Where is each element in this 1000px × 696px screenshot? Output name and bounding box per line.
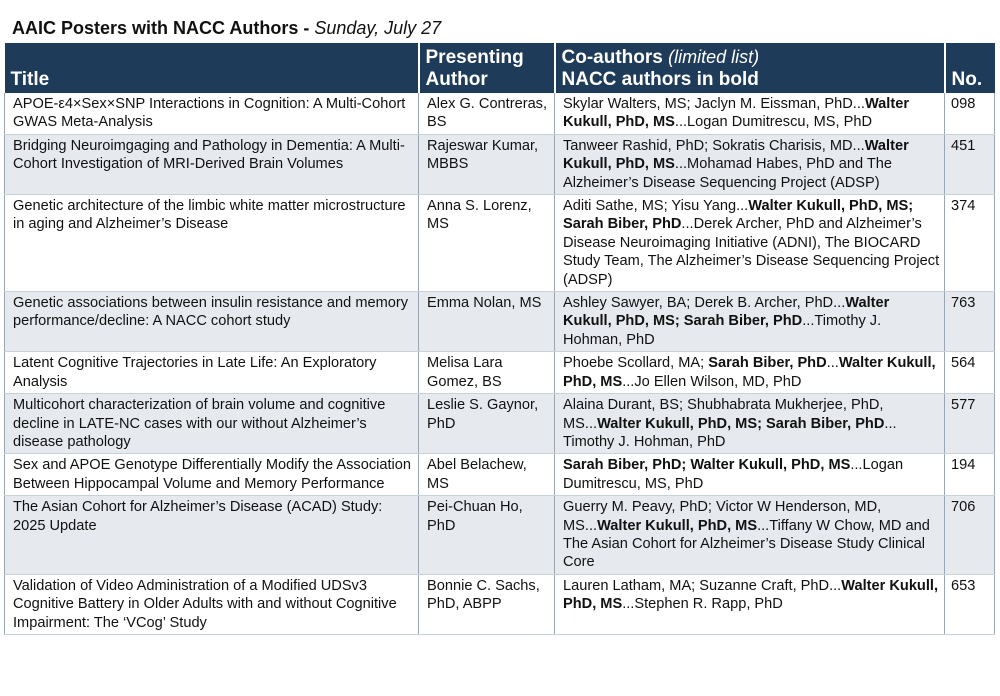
presenting-author: Abel Belachew, MS — [419, 454, 555, 496]
presenting-author: Alex G. Contreras, BS — [419, 93, 555, 134]
presenting-author: Emma Nolan, MS — [419, 292, 555, 352]
column-header-coauthors-note: (limited list) — [668, 47, 760, 67]
table-body — [5, 93, 995, 634]
nacc-author: Walter Kukull, PhD, MS — [563, 137, 909, 173]
co-authors — [555, 394, 945, 454]
presenting-author: Rajeswar Kumar, MBBS — [419, 134, 555, 194]
co-author-text: ...Timothy J. Hohman, PhD — [563, 313, 882, 348]
table-row — [5, 574, 995, 634]
co-authors — [555, 574, 945, 634]
table-row — [5, 394, 995, 454]
poster-number: 194 — [945, 454, 995, 496]
poster-title: Latent Cognitive Trajectories in Late Life: An Exploratory Analysis — [5, 352, 419, 394]
co-author-text: Alaina Durant, BS; Shubhabrata Mukherjee, PhD, MS... — [563, 397, 884, 432]
column-header-title-label: Title — [10, 69, 50, 90]
co-author-text: ...Stephen R. Rapp, PhD — [622, 596, 783, 613]
poster-title: Bridging Neuroimgaging and Pathology in Dementia: A Multi-Cohort Investigation of MRI-Derived Brain Volumes — [5, 134, 419, 194]
presenting-author: Pei-Chuan Ho, PhD — [419, 496, 555, 575]
poster-number: 763 — [945, 292, 995, 352]
co-author-text: ... Timothy J. Hohman, PhD — [563, 415, 897, 450]
table-row — [5, 195, 995, 292]
column-header-presenter-line1: Presenting — [425, 47, 524, 68]
table-row — [5, 93, 995, 134]
co-authors — [555, 134, 945, 194]
poster-number: 374 — [945, 195, 995, 292]
column-header-title — [5, 43, 419, 93]
column-header-coauthors-line1: Co-authors — [561, 47, 663, 68]
posters-table — [4, 43, 995, 635]
co-author-text: ...Mohamad Habes, PhD and The Alzheimer’s Disease Sequencing Project (ADSP) — [563, 156, 893, 191]
page-title-date: Sunday, July 27 — [314, 18, 442, 38]
column-header-presenter-line2: Author — [425, 69, 488, 90]
poster-title: APOE-ε4×Sex×SNP Interactions in Cognition: A Multi-Cohort GWAS Meta-Analysis — [5, 93, 419, 134]
co-author-text: Phoebe Scollard, MA; — [563, 355, 709, 372]
co-author-text: Tanweer Rashid, PhD; Sokratis Charisis, MD... — [563, 137, 865, 154]
nacc-author: Walter Kukull, PhD, MS; Sarah Biber, PhD — [563, 198, 914, 233]
poster-number: 451 — [945, 134, 995, 194]
column-header-number — [945, 43, 995, 93]
poster-number: 098 — [945, 93, 995, 134]
table-row — [5, 352, 995, 394]
column-header-presenter — [419, 43, 555, 93]
presenting-author: Leslie S. Gaynor, PhD — [419, 394, 555, 454]
co-author-text: ...Logan Dumitrescu, MS, PhD — [563, 457, 904, 492]
co-authors — [555, 454, 945, 496]
co-authors — [555, 93, 945, 134]
poster-title: Sex and APOE Genotype Differentially Modify the Association Between Hippocampal Volume and Memory Performance — [5, 454, 419, 496]
presenting-author: Anna S. Lorenz, MS — [419, 195, 555, 292]
table-header-row — [5, 43, 995, 93]
poster-title: Genetic associations between insulin resistance and memory performance/decline: A NACC cohort study — [5, 292, 419, 352]
poster-number: 564 — [945, 352, 995, 394]
poster-number: 653 — [945, 574, 995, 634]
poster-number: 577 — [945, 394, 995, 454]
nacc-author: Walter Kukull, PhD, MS — [563, 577, 939, 613]
co-author-text: ...Tiffany W Chow, MD and The Asian Cohort for Alzheimer’s Disease Study Clinical Core — [563, 517, 930, 571]
table-row — [5, 134, 995, 194]
poster-title: Multicohort characterization of brain volume and cognitive decline in LATE-NC cases with our without Alzheimer’s disease pathology — [5, 394, 419, 454]
poster-title: The Asian Cohort for Alzheimer’s Disease (ACAD) Study: 2025 Update — [5, 496, 419, 575]
nacc-author: Walter Kukull, PhD, MS; Sarah Biber, PhD — [597, 415, 885, 432]
co-authors — [555, 292, 945, 352]
presenting-author: Bonnie C. Sachs, PhD, ABPP — [419, 574, 555, 634]
co-author-text: Aditi Sathe, MS; Yisu Yang... — [563, 198, 749, 215]
nacc-author: Sarah Biber, PhD — [708, 355, 827, 372]
nacc-author: Walter Kukull, PhD, MS — [563, 355, 936, 390]
co-authors — [555, 496, 945, 575]
co-author-text: Guerry M. Peavy, PhD; Victor W Henderson, MD, MS... — [563, 499, 882, 534]
nacc-author: Walter Kukull, PhD, MS; Sarah Biber, PhD — [563, 295, 890, 330]
co-authors — [555, 195, 945, 292]
table-row — [5, 292, 995, 352]
nacc-author: Walter Kukull, PhD, MS — [563, 96, 909, 131]
co-author-text: Lauren Latham, MA; Suzanne Craft, PhD... — [563, 577, 842, 594]
co-authors — [555, 352, 945, 394]
table-row — [5, 454, 995, 496]
nacc-author: Walter Kukull, PhD, MS — [597, 517, 758, 534]
column-header-number-label: No. — [951, 69, 983, 90]
poster-title: Genetic architecture of the limbic white matter microstructure in aging and Alzheimer’s Disease — [5, 195, 419, 292]
column-header-coauthors — [555, 43, 945, 93]
column-header-coauthors-line2: NACC authors in bold — [561, 69, 759, 90]
nacc-author: Sarah Biber, PhD; Walter Kukull, PhD, MS — [563, 457, 851, 474]
co-author-text: Ashley Sawyer, BA; Derek B. Archer, PhD... — [563, 295, 846, 312]
poster-title: Validation of Video Administration of a Modified UDSv3 Cognitive Battery in Older Adults with and without Cognitive Impairment: The ‘VCog’ Study — [5, 574, 419, 634]
co-author-text: ...Derek Archer, PhD and Alzheimer’s Disease Neuroimaging Initiative (ADNI), The BIOCARD Study Team, The Alzheimer’s Disease Sequencing Project (ADSP) — [563, 216, 940, 288]
co-author-text: Skylar Walters, MS; Jaclyn M. Eissman, PhD... — [563, 96, 865, 112]
co-author-text: ...Logan Dumitrescu, MS, PhD — [674, 114, 872, 131]
co-author-text: ...Jo Ellen Wilson, MD, PhD — [622, 373, 802, 390]
poster-number: 706 — [945, 496, 995, 575]
presenting-author: Melisa Lara Gomez, BS — [419, 352, 555, 394]
co-author-text: ... — [826, 355, 839, 372]
page-title-main: AAIC Posters with NACC Authors - — [12, 18, 310, 38]
page-title — [12, 17, 441, 39]
table-row — [5, 496, 995, 575]
